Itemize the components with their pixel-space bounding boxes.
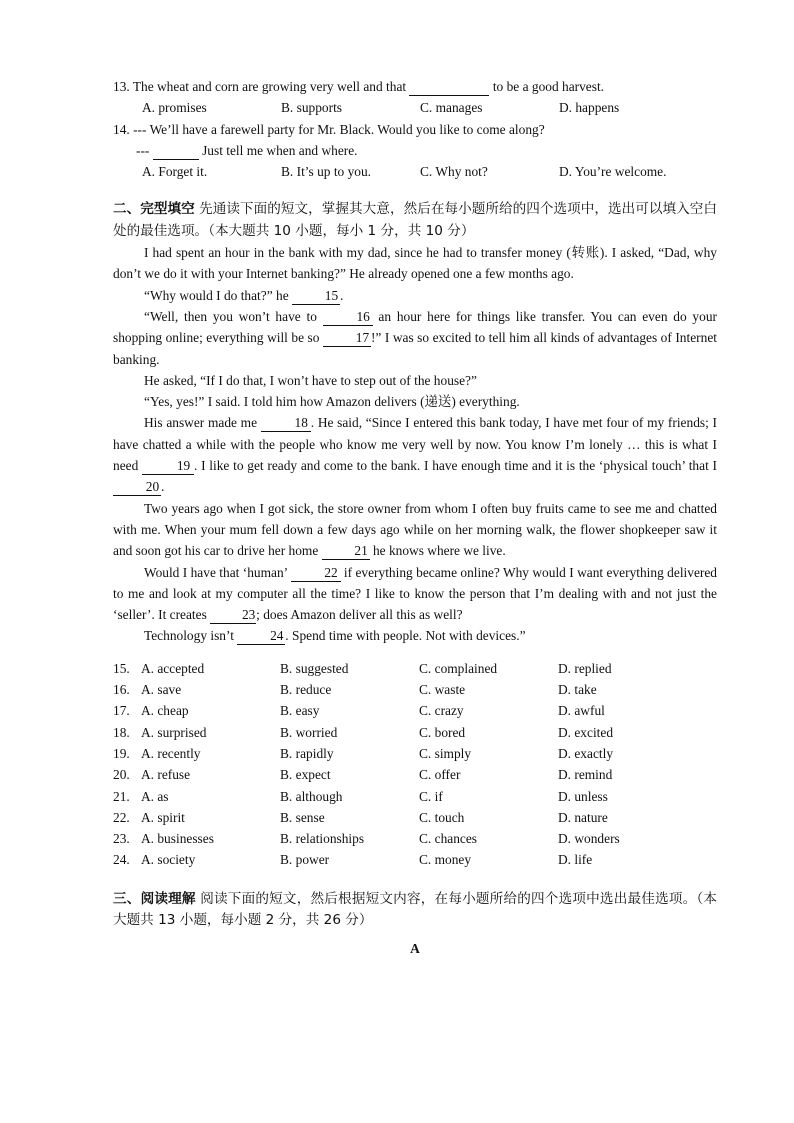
option-number: 23. <box>113 831 130 847</box>
section-2-title: 二、完型填空 <box>113 201 195 218</box>
option-row <box>113 764 717 785</box>
passage-paragraph-5: “Yes, yes!” I said. I told him how Amazon delivers (递送) everything. <box>144 394 520 410</box>
option-a: A. businesses <box>141 831 214 847</box>
cloze-options-table <box>113 658 717 871</box>
q14-option-a: A. Forget it. <box>142 164 208 180</box>
passage-paragraph-6 <box>113 412 717 497</box>
blank-24: 24 <box>237 628 285 645</box>
q14-options <box>113 161 717 182</box>
option-b: B. reduce <box>280 682 332 698</box>
option-b: B. relationships <box>280 831 365 847</box>
option-b: B. worried <box>280 724 338 740</box>
option-b: B. sense <box>280 809 325 825</box>
option-number: 16. <box>113 682 130 698</box>
option-number: 22. <box>113 809 130 825</box>
blank-17: 17 <box>323 330 371 347</box>
option-row <box>113 658 717 679</box>
q13-option-a: A. promises <box>142 100 207 116</box>
option-a: A. cheap <box>141 703 189 719</box>
passage-paragraph-9 <box>113 625 717 646</box>
q13-option-d: D. happens <box>559 100 620 116</box>
option-b: B. suggested <box>280 660 349 676</box>
p3-text-a: “Well, then you won’t have to <box>144 308 323 324</box>
p2-end: . <box>340 287 344 303</box>
blank-18: 18 <box>261 415 311 432</box>
option-d: D. exactly <box>558 745 614 761</box>
blank-22: 22 <box>291 565 341 582</box>
p6-text-b: . He said, “Since I entered this bank today, I have met four of my friends; I have chatted a while with the people who know me very well by now. You know I’m lonely … this is what I need <box>113 415 717 474</box>
option-d: D. unless <box>558 788 608 804</box>
p6-text-c: . I like to get ready and come to the bank. I have enough time and it is the ‘physical touch’ that I <box>194 458 717 474</box>
option-c: C. bored <box>419 724 466 740</box>
option-a: A. recently <box>141 745 201 761</box>
option-b: B. although <box>280 788 343 804</box>
question-14 <box>113 119 717 140</box>
option-row <box>113 849 717 870</box>
option-d: D. nature <box>558 809 608 825</box>
p6-text-d: . <box>161 479 165 495</box>
p9-text-b: . Spend time with people. Not with devices.” <box>285 628 526 644</box>
option-b: B. rapidly <box>280 745 334 761</box>
blank-21: 21 <box>322 543 370 560</box>
option-d: D. excited <box>558 724 614 740</box>
q14-reply-start: --- <box>136 142 153 158</box>
option-row <box>113 743 717 764</box>
option-a: A. spirit <box>141 809 185 825</box>
option-c: C. chances <box>419 831 478 847</box>
section-2-heading <box>113 199 717 242</box>
option-row <box>113 679 717 700</box>
passage-paragraph-8 <box>113 562 717 626</box>
q13-option-b: B. supports <box>281 100 343 116</box>
option-c: C. if <box>419 788 443 804</box>
option-c: C. waste <box>419 682 466 698</box>
p7-text-b: he knows where we live. <box>369 543 506 559</box>
option-number: 20. <box>113 767 130 783</box>
option-a: A. refuse <box>141 767 191 783</box>
option-row <box>113 828 717 849</box>
q13-blank <box>409 79 489 96</box>
option-a: A. surprised <box>141 724 207 740</box>
option-number: 21. <box>113 788 130 804</box>
section-3-title: 三、阅读理解 <box>113 890 196 907</box>
option-d: D. awful <box>558 703 605 719</box>
q14-blank <box>153 143 199 160</box>
q13-stem-start: 13. The wheat and corn are growing very well and that <box>113 79 410 94</box>
q14-option-c: C. Why not? <box>420 164 488 180</box>
part-label: A <box>410 941 420 957</box>
q14-stem: 14. --- We’ll have a farewell party for Mr. Black. Would you like to come along? <box>113 121 545 137</box>
option-b: B. power <box>280 852 330 868</box>
blank-16: 16 <box>323 309 373 326</box>
option-c: C. simply <box>419 745 472 761</box>
q13-stem-end: to be a good harvest. <box>489 79 605 94</box>
blank-15: 15 <box>292 288 340 305</box>
section-3-heading <box>113 889 717 932</box>
p3-text-c: !” I was so excited to tell him all kinds of advantages of Internet banking. <box>113 330 717 367</box>
section-3-instructions: 阅读下面的短文，然后根据短文内容，在每小题所给的四个选项中选出最佳选项。（本大题共 13 小题，每小题 2 分，共 26 分） <box>113 890 717 928</box>
option-row <box>113 722 717 743</box>
blank-23: 23 <box>210 607 256 624</box>
p9-text-a: Technology isn’t <box>144 628 238 644</box>
q13-options <box>113 97 717 118</box>
q14-reply <box>113 140 717 161</box>
option-d: D. wonders <box>558 831 620 847</box>
option-number: 18. <box>113 724 130 740</box>
q14-reply-end: Just tell me when and where. <box>198 142 358 158</box>
option-number: 24. <box>113 852 130 868</box>
option-c: C. touch <box>419 809 465 825</box>
section-2-instructions: 先通读下面的短文，掌握其大意，然后在每小题所给的四个选项中，选出可以填入空白处的最佳选项。（本大题共 10 小题，每小 1 分，共 10 分） <box>113 201 717 239</box>
option-row <box>113 700 717 721</box>
option-number: 19. <box>113 745 130 761</box>
option-row <box>113 807 717 828</box>
option-c: C. complained <box>419 660 498 676</box>
exam-page <box>113 76 717 957</box>
passage-paragraph-1: I had spent an hour in the bank with my dad, since he had to transfer money (转账). I asked, “Dad, why don’t we do it with your Internet banking?” He already opened one a few months ago. <box>113 245 717 282</box>
p3-text-b: an hour here for things like transfer. You can even do your shopping online; everything will be so <box>113 308 717 346</box>
option-d: D. take <box>558 682 597 698</box>
option-row <box>113 786 717 807</box>
q13-option-c: C. manages <box>420 100 483 116</box>
p8-text-c: ; does Amazon deliver all this as well? <box>256 607 463 623</box>
cloze-passage <box>113 242 717 647</box>
p8-text-a: Would I have that ‘human’ <box>144 564 291 580</box>
option-a: A. as <box>141 788 169 804</box>
option-number: 15. <box>113 660 130 676</box>
option-a: A. accepted <box>141 660 205 676</box>
p6-text-a: His answer made me <box>144 415 261 431</box>
q14-option-b: B. It’s up to you. <box>281 164 372 180</box>
p7-text-a: Two years ago when I got sick, the store owner from whom I often buy fruits came to see me and chatted with me. When your mum fell down a few days ago while on her morning walk, the flower shopkeeper saw it and soon got his car to drive her home <box>113 500 717 559</box>
p8-text-b: if everything became online? Why would I want everything delivered to me and look at my computer all the time? I like to know the person that I’m dealing with and not just the ‘seller’. It creates <box>113 564 717 623</box>
option-b: B. easy <box>280 703 320 719</box>
option-d: D. replied <box>558 660 612 676</box>
blank-19: 19 <box>142 458 194 475</box>
q14-option-d: D. You’re welcome. <box>559 164 667 180</box>
option-a: A. society <box>141 852 196 868</box>
question-13 <box>113 76 717 97</box>
option-a: A. save <box>141 682 182 698</box>
option-c: C. offer <box>419 767 461 783</box>
blank-20: 20 <box>113 479 161 496</box>
passage-paragraph-3 <box>113 306 717 370</box>
option-d: D. remind <box>558 767 613 783</box>
passage-paragraph-7 <box>113 498 717 562</box>
passage-paragraph-2 <box>113 285 717 306</box>
option-b: B. expect <box>280 767 331 783</box>
option-d: D. life <box>558 852 593 868</box>
option-c: C. crazy <box>419 703 464 719</box>
p2-text: “Why would I do that?” he <box>144 287 292 303</box>
option-number: 17. <box>113 703 130 719</box>
passage-paragraph-4: He asked, “If I do that, I won’t have to step out of the house?” <box>144 372 477 388</box>
option-c: C. money <box>419 852 472 868</box>
